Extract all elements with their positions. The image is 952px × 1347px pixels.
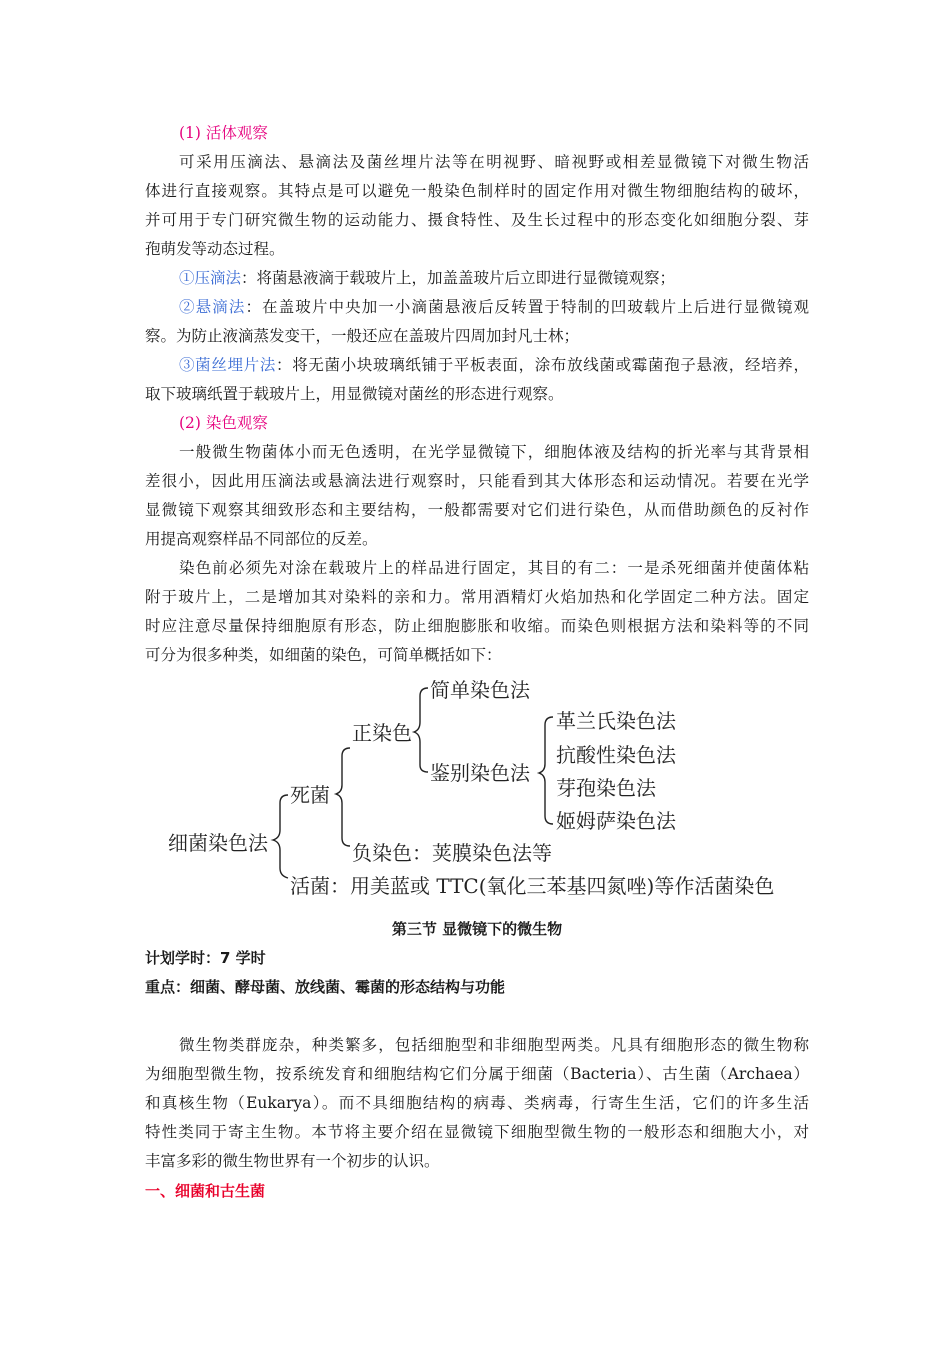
method-text: ：将菌悬液滴于载玻片上，加盖盖玻片后立即进行显微镜观察； (241, 269, 676, 287)
diagram-spore: 芽孢染色法 (556, 776, 656, 800)
paragraph-line: 显微镜下观察其细致形态和主要结构，一般都需要对它们进行染色，从而借助颜色的反衬作 (145, 501, 809, 519)
paragraph-line: 附于玻片上，二是增加其对染料的亲和力。常用酒精灯火焰加热和化学固定二种方法。固定 (145, 588, 809, 606)
diagram-negative: 负染色：荚膜染色法等 (352, 841, 552, 865)
method-hanging-drop (145, 293, 809, 322)
paragraph-line: 丰富多彩的微生物世界有一个初步的认识。 (145, 1152, 440, 1170)
method-text: ：在盖玻片中央加一小滴菌悬液后反转置于特制的凹玻载片上后进行显微镜观 (245, 298, 809, 316)
diagram-positive: 正染色 (352, 721, 412, 745)
paragraph-line: 差很小，因此用压滴法或悬滴法进行观察时，只能看到其大体形态和运动情况。若要在光学 (145, 472, 809, 490)
diagram-differential: 鉴别染色法 (430, 761, 530, 785)
method-hypha-embed (145, 351, 809, 380)
diagram-gram: 革兰氏染色法 (556, 709, 676, 733)
diagram-root: 细菌染色法 (168, 831, 268, 855)
paragraph-line: 为细胞型微生物，按系统发育和细胞结构它们分属于细菌（Bacteria）、古生菌（Archaea） (145, 1065, 809, 1083)
paragraph-line: 体进行直接观察。其特点是可以避免一般染色制样时的固定作用对微生物细胞结构的破坏， (145, 182, 809, 200)
section-title: 第三节 显微镜下的微生物 (391, 920, 563, 938)
paragraph-line: 可分为很多种类，如细菌的染色，可简单概括如下： (145, 646, 502, 664)
paragraph-line: 用提高观察样品不同部位的反差。 (145, 530, 378, 548)
method-press-drop (145, 264, 809, 293)
paragraph-line: 察。为防止液滴蒸发变干，一般还应在盖玻片四周加封凡士林； (145, 327, 580, 345)
key-points: 重点：细菌、酵母菌、放线菌、霉菌的形态结构与功能 (145, 978, 506, 996)
method-label: ①压滴法 (179, 269, 242, 287)
paragraph-line: 取下玻璃纸置于载玻片上，用显微镜对菌丝的形态进行观察。 (145, 385, 564, 403)
diagram-neisser: 姬姆萨染色法 (556, 809, 676, 833)
paragraph-line: 并可用于专门研究微生物的运动能力、摄食特性、及生长过程中的形态变化如细胞分裂、芽 (145, 211, 809, 229)
diagram-dead: 死菌 (290, 783, 330, 807)
staining-classification-diagram (160, 670, 830, 905)
paragraph-line: 孢萌发等动态过程。 (145, 240, 285, 258)
paragraph-line: 可采用压滴法、悬滴法及菌丝埋片法等在明视野、暗视野或相差显微镜下对微生物活 (179, 153, 809, 171)
paragraph-line: 特性类同于寄主生物。本节将主要介绍在显微镜下细胞型微生物的一般形态和细胞大小，对 (145, 1123, 809, 1141)
subheading-bacteria-archaea: 一、细菌和古生菌 (145, 1182, 266, 1200)
paragraph-line: 微生物类群庞杂，种类繁多，包括细胞型和非细胞型两类。凡具有细胞形态的微生物称 (179, 1036, 809, 1054)
paragraph-line: 一般微生物菌体小而无色透明，在光学显微镜下，细胞体液及结构的折光率与其背景相 (179, 443, 809, 461)
method-label: ②悬滴法 (179, 298, 246, 316)
paragraph-line: 时应注意尽量保持细胞原有形态，防止细胞膨胀和收缩。而染色则根据方法和染料等的不同 (145, 617, 809, 635)
planned-hours: 计划学时：7 学时 (145, 949, 266, 967)
paragraph-line: 染色前必须先对涂在载玻片上的样品进行固定，其目的有二：一是杀死细菌并使菌体粘 (179, 559, 809, 577)
method-text: ：将无菌小块玻璃纸铺于平板表面，涂布放线菌或霉菌孢子悬液，经培养， (276, 356, 809, 374)
diagram-acid-fast: 抗酸性染色法 (556, 743, 676, 767)
diagram-simple: 简单染色法 (430, 678, 530, 702)
heading-stain-observation: (2) 染色观察 (179, 414, 268, 432)
heading-live-observation: (1) 活体观察 (179, 124, 268, 142)
method-label: ③菌丝埋片法 (179, 356, 277, 374)
paragraph-line: 和真核生物（Eukarya）。而不具细胞结构的病毒、类病毒，行寄生生活，它们的许多生活 (145, 1094, 809, 1112)
diagram-live: 活菌：用美蓝或 TTC(氧化三苯基四氮唑)等作活菌染色 (290, 874, 775, 898)
